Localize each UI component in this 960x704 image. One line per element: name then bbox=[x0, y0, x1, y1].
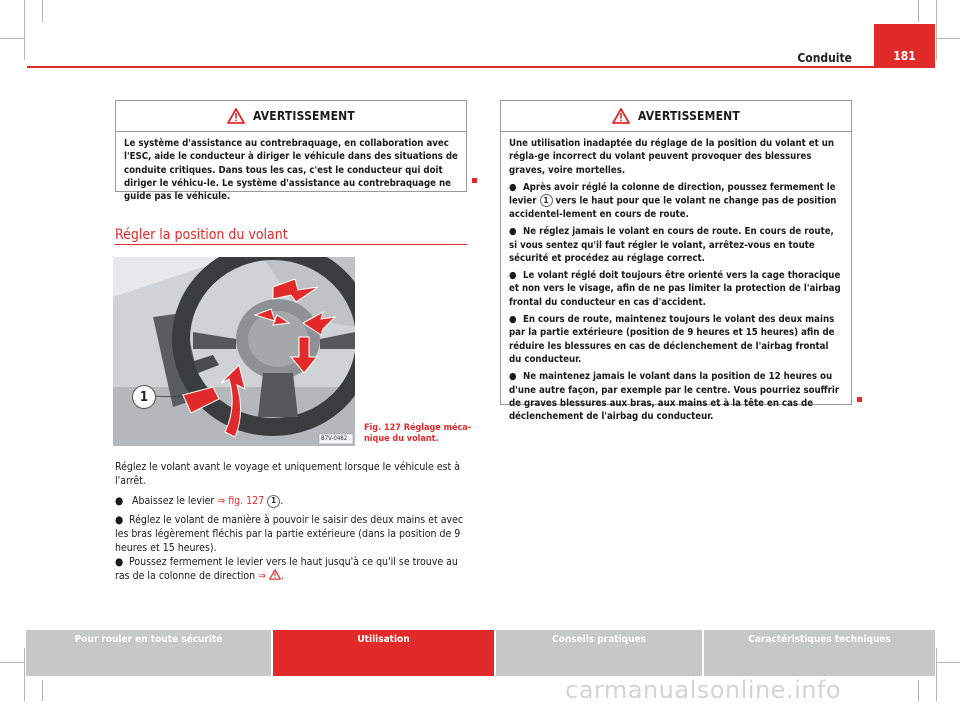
tab-conseils[interactable]: Conseils pratiques bbox=[494, 630, 702, 676]
bullet-icon: ● bbox=[115, 514, 124, 526]
heading-rule bbox=[115, 244, 467, 245]
step-3-text: Poussez fermement le levier vers le haut jusqu'à ce qu'il se trouve au ras de la colonne de direction bbox=[115, 556, 458, 582]
callout-badge bbox=[132, 385, 156, 409]
bullet-icon: ● bbox=[509, 226, 517, 238]
warning-title: AVERTISSEMENT bbox=[253, 109, 355, 123]
crop-mark bbox=[936, 648, 937, 701]
section-end-mark bbox=[472, 178, 477, 183]
bullet-icon: ● bbox=[115, 556, 124, 568]
section-heading: Régler la position du volant bbox=[115, 227, 288, 243]
bullet-icon: ● bbox=[115, 495, 124, 507]
crop-mark bbox=[936, 0, 937, 60]
callout-number: 1 bbox=[139, 389, 149, 405]
crop-mark bbox=[918, 680, 919, 701]
figure-link[interactable]: ⇒ fig. 127 bbox=[217, 495, 265, 507]
step-1-text: Abaissez le levier bbox=[132, 495, 218, 507]
warning-header bbox=[116, 101, 466, 132]
header-rule bbox=[27, 66, 935, 68]
bullet-icon: ● bbox=[509, 314, 517, 326]
crop-mark bbox=[918, 0, 919, 22]
step-2-text: Réglez le volant de manière à pouvoir le saisir des deux mains et avec les bras légèrement fléchis par la partie extérieure (dans la position de 9 heures et 15 heures). bbox=[115, 514, 464, 554]
warning-text: Le système d'assistance au contrebraquage, en collaboration avec l'ESC, aide le conducteur à diriger le véhicule dans des situations de conduite critiques. Dans tous les cas, c'est le conducteur qui doit diriger le véhicu-le. Le système d'assistance au contrebraquage ne guide pas le véhicule. bbox=[124, 138, 458, 203]
warning-bullet: ● Ne réglez jamais le volant en cours de route. En cours de route, si vous sentez qu'il faut régler le volant, arrêtez-vous en toute sécurité et procédez au réglage correct. bbox=[509, 226, 834, 264]
figure-caption: Fig. 127 Réglage méca- nique du volant. bbox=[364, 423, 472, 444]
bullet-icon: ● bbox=[509, 270, 517, 282]
warning-bullet: ● En cours de route, maintenez toujours le volant des deux mains par la partie extérieure (position de 9 heures et 15 heures) afin de réduire les blessures en cas de déclenchement de l'airbag frontal du conducteur. bbox=[509, 314, 835, 365]
warning-bullet: ● Ne maintenez jamais le volant dans la position de 12 heures ou d'une autre façon, par exemple par le centre. Vous pourriez souffrir de graves blessures aux bras, aux mains et à la tête en cas de déclenchement de l'airbag du conducteur. bbox=[509, 371, 840, 423]
bullet-icon: ● bbox=[509, 371, 517, 383]
lever-badge: 1 bbox=[540, 194, 553, 207]
image-code: B7V-0482 bbox=[321, 435, 348, 442]
footer-tabs bbox=[26, 630, 935, 676]
warning-triangle-icon bbox=[612, 108, 630, 124]
body-intro: Réglez le volant avant le voyage et uniquement lorsque le véhicule est à l'arrêt. bbox=[115, 461, 460, 487]
crop-mark bbox=[24, 648, 25, 701]
crop-mark bbox=[936, 38, 960, 39]
tab-caracteristiques[interactable]: Caractéristiques techniques bbox=[702, 630, 935, 676]
crop-mark bbox=[42, 680, 43, 701]
warning-intro: Une utilisation inadaptée du réglage de la position du volant et un régla-ge incorrect du volant peuvent provoquer des blessures graves, voire mortelles. bbox=[509, 138, 835, 176]
warning-link[interactable]: ⇒ bbox=[258, 570, 267, 582]
step-1: ● Abaissez le levier ⇒ fig. 127 1 . bbox=[115, 495, 284, 507]
crop-mark bbox=[24, 0, 25, 60]
warning-triangle-icon bbox=[227, 108, 245, 124]
step-3: ● Poussez fermement le levier vers le haut jusqu'à ce qu'il se trouve au ras de la colonne de direction ⇒ . bbox=[115, 556, 458, 582]
warning-box-right bbox=[500, 100, 852, 423]
warning-title: AVERTISSEMENT bbox=[638, 109, 740, 123]
page-number: 181 bbox=[874, 24, 935, 68]
tab-pour-rouler[interactable]: Pour rouler en toute sécurité bbox=[26, 630, 271, 676]
crop-mark bbox=[0, 38, 24, 39]
warning-triangle-icon[interactable] bbox=[269, 569, 281, 580]
steering-wheel-illustration bbox=[113, 257, 355, 446]
crop-mark bbox=[936, 662, 960, 663]
warning-bullet: ● Le volant réglé doit toujours être orienté vers la cage thoracique et non vers le visage, afin de ne pas limiter la protection de l'airbag frontal du conducteur en cas d'accident. bbox=[509, 270, 841, 308]
step-2 bbox=[115, 513, 465, 555]
crop-mark bbox=[0, 662, 24, 663]
section-title: Conduite bbox=[797, 51, 852, 65]
warning-box-left bbox=[115, 100, 467, 203]
step-1-badge: 1 bbox=[267, 495, 280, 508]
section-end-mark bbox=[857, 397, 862, 402]
tab-utilisation[interactable]: Utilisation bbox=[271, 630, 494, 676]
bullet-icon: ● bbox=[509, 181, 517, 193]
watermark: carmanualsonline.info bbox=[565, 676, 842, 704]
warning-bullet: ● Après avoir réglé la colonne de direction, poussez fermement le levier 1 vers le haut pour que le volant ne change pas de position accidentel-lement en cours de route. bbox=[509, 181, 837, 220]
steering-wheel-figure bbox=[113, 257, 355, 446]
warning-header bbox=[501, 101, 851, 132]
crop-mark bbox=[42, 0, 43, 22]
